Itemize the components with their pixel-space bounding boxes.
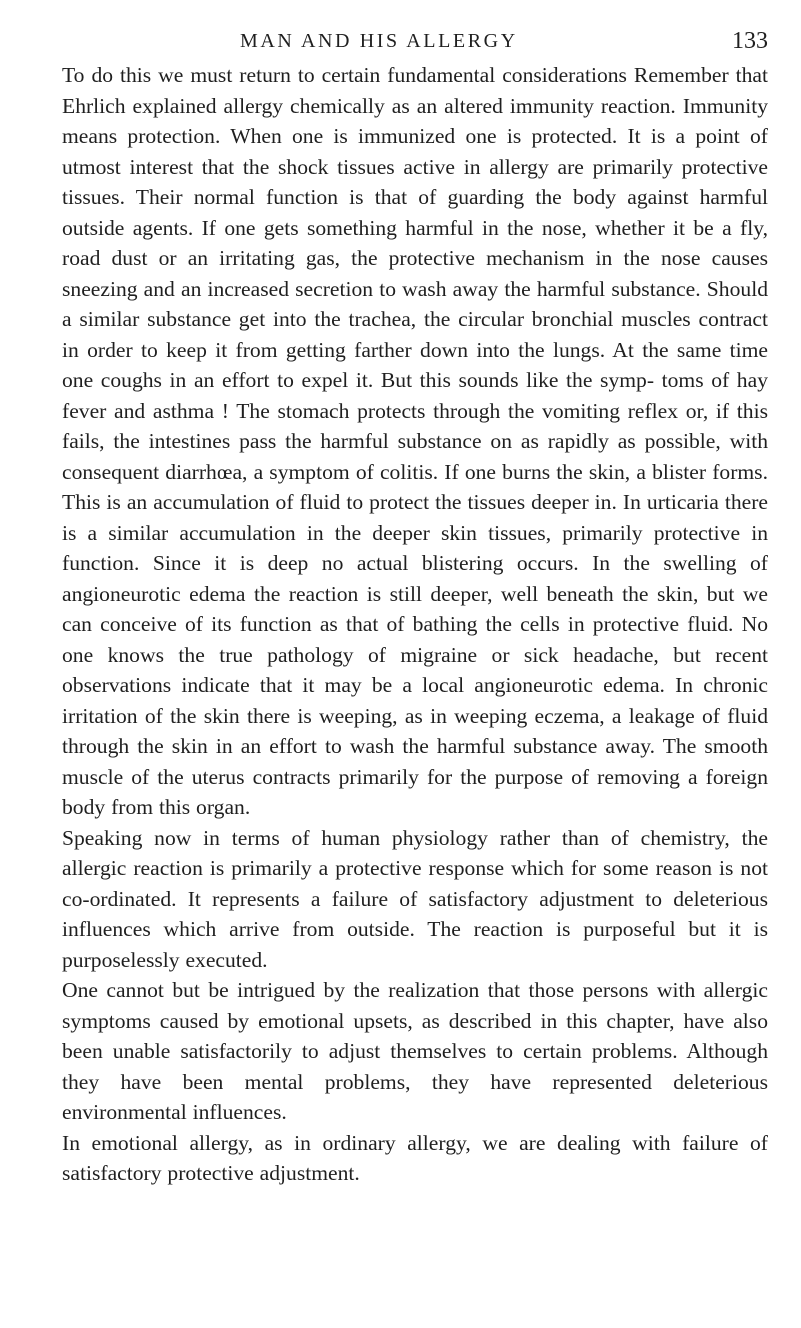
paragraph: In emotional allergy, as in ordinary allergy, we are dealing with failure of satisfactory protective adjustment. — [62, 1130, 768, 1185]
paragraph: Speaking now in terms of human physiology rather than of chemistry, the allergic reaction is primarily a protective response which for some reason is not co-ordinated. It represents a failure of satisfactory adjustment to deleterious influences which arrive from outside. The reaction is purposeful but it is purposelessly executed. — [62, 825, 768, 972]
book-page — [62, 26, 768, 1189]
paragraph: To do this we must return to certain fundamental considerations Remember that Ehrlich explained allergy chemically as an altered immunity reaction. Immunity means protection. When one is immunized one is protected. It is a point of utmost interest that the shock tissues active in allergy are primarily protective tissues. Their normal function is that of guarding the body against harmful outside agents. If one gets something harmful in the nose, whether it be a fly, road dust or an irritating gas, the protective mechanism in the nose causes sneezing and an increased secretion to wash away the harmful substance. Should a similar substance get into the trachea, the circular bronchial muscles contract in order to keep it from getting farther down into the lungs. At the same time one coughs in an effort to expel it. But this sounds like the symp- toms of hay fever and asthma ! The stomach protects through the vomiting reflex or, if this fails, the intestines pass the harmful substance on as rapidly as possible, with consequent diarrhœa, a symptom of colitis. If one burns the skin, a blister forms. This is an accumulation of fluid to protect the tissues deeper in. In urticaria there is a similar accumulation in the deeper skin tissues, primarily protective in function. Since it is deep no actual blistering occurs. In the swelling of angioneurotic edema the reaction is still deeper, well beneath the skin, but we can conceive of its function as that of bathing the cells in protective fluid. No one knows the true pathology of migraine or sick headache, but recent observations indicate that it may be a local angioneurotic edema. In chronic irritation of the skin there is weeping, as in weeping eczema, a leakage of fluid through the skin in an effort to wash the harmful substance away. The smooth muscle of the uterus contracts primarily for the purpose of removing a foreign body from this organ. — [62, 63, 768, 819]
paragraph: One cannot but be intrigued by the realization that those persons with allergic symptoms caused by emotional upsets, as described in this chapter, have also been unable satisfactorily to adjust themselves to certain problems. Although they have been mental problems, they have represented deleterious environmental influences. — [62, 978, 768, 1124]
page-number: 133 — [732, 28, 768, 54]
running-title: MAN AND HIS ALLERGY — [240, 30, 518, 52]
body-text — [62, 60, 768, 1189]
running-header — [62, 26, 768, 56]
